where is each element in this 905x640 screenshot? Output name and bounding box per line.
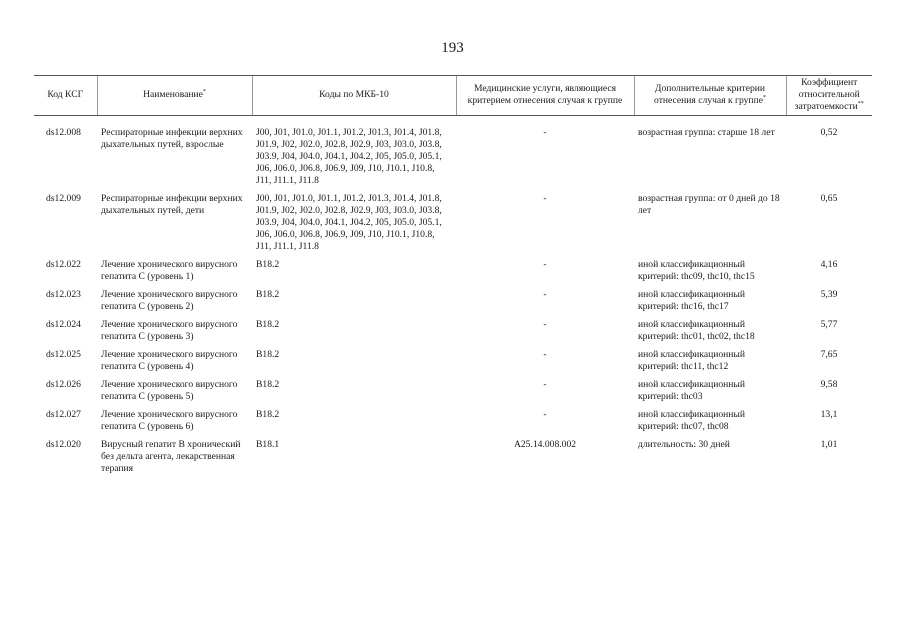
ksg-table: [34, 75, 872, 481]
cell-services: -: [543, 289, 547, 300]
cell-criteria: возрастная группа: старше 18 лет: [638, 127, 775, 138]
cell-code: ds12.023: [46, 289, 81, 300]
cell-services: -: [543, 193, 547, 204]
cell-services: -: [543, 259, 547, 270]
cell-name: Лечение хронического вирусного гепатита C (уровень 4): [101, 349, 238, 372]
cell-mkb: B18.2: [256, 319, 280, 330]
cell-coef: 4,16: [820, 259, 838, 270]
cell-coef: 0,52: [820, 127, 838, 138]
cell-name: Лечение хронического вирусного гепатита C (уровень 5): [101, 379, 238, 402]
cell-criteria: иной классификационный критерий: thc11, thc12: [638, 349, 745, 372]
cell-code: ds12.022: [46, 259, 81, 270]
cell-code: ds12.024: [46, 319, 81, 330]
header-services: Медицинские услуги, являющиеся критерием отнесения случая к группе: [456, 76, 634, 116]
header-coef: Коэффициент относительной затратоемкости**: [786, 76, 872, 116]
cell-services: -: [543, 379, 547, 390]
cell-name: Респираторные инфекции верхних дыхательных путей, взрослые: [101, 127, 243, 150]
cell-services: -: [543, 127, 547, 138]
table-row: [34, 116, 872, 194]
cell-mkb: J00, J01, J01.0, J01.1, J01.2, J01.3, J01.4, J01.8, J01.9, J02, J02.0, J02.8, J02.9, J03, J03.0, J03.8, J03.9, J04, J04.0, J04.1, J04.2, J05, J05.0, J05.1, J06, J06.0, J06.8, J06.9, J09, J10, J10.1, J10.8, J11, J11.1, J11.8: [256, 127, 442, 186]
cell-criteria: иной классификационный критерий: thc01, thc02, thc18: [638, 319, 755, 342]
cell-mkb: B18.2: [256, 259, 280, 270]
cell-mkb: B18.2: [256, 409, 280, 420]
cell-code: ds12.027: [46, 409, 81, 420]
table-row: [34, 349, 872, 379]
cell-name: Лечение хронического вирусного гепатита C (уровень 6): [101, 409, 238, 432]
cell-mkb: B18.1: [256, 439, 280, 450]
cell-criteria: иной классификационный критерий: thc16, thc17: [638, 289, 745, 312]
header-criteria-footnote: *: [762, 94, 766, 101]
cell-mkb: B18.2: [256, 379, 280, 390]
cell-coef: 13,1: [820, 409, 838, 420]
cell-code: ds12.008: [46, 127, 81, 138]
cell-code: ds12.026: [46, 379, 81, 390]
table-row: [34, 259, 872, 289]
table-row: [34, 409, 872, 439]
header-name: Наименование*: [97, 76, 252, 116]
cell-code: ds12.009: [46, 193, 81, 204]
cell-coef: 5,77: [820, 319, 838, 330]
table-row: [34, 289, 872, 319]
table-row: [34, 319, 872, 349]
cell-criteria: длительность: 30 дней: [638, 439, 730, 450]
table-row: [34, 379, 872, 409]
cell-mkb: J00, J01, J01.0, J01.1, J01.2, J01.3, J01.4, J01.8, J01.9, J02, J02.0, J02.8, J02.9, J03, J03.0, J03.8, J03.9, J04, J04.0, J04.1, J04.2, J05, J05.0, J05.1, J06, J06.0, J06.8, J06.9, J09, J10, J10.1, J10.8, J11, J11.1, J11.8: [256, 193, 442, 252]
cell-mkb: B18.2: [256, 289, 280, 300]
cell-name: Лечение хронического вирусного гепатита C (уровень 1): [101, 259, 238, 282]
header-mkb: Коды по МКБ-10: [252, 76, 456, 116]
cell-code: ds12.025: [46, 349, 81, 360]
header-name-footnote: *: [202, 88, 206, 95]
cell-name: Лечение хронического вирусного гепатита C (уровень 2): [101, 289, 238, 312]
header-coef-footnote: **: [857, 100, 864, 107]
header-code: Код КСГ: [34, 76, 97, 116]
cell-services: A25.14.008.002: [513, 439, 577, 450]
cell-coef: 0,65: [820, 193, 838, 204]
cell-services: -: [543, 319, 547, 330]
header-criteria: Дополнительные критерии отнесения случая к группе*: [634, 76, 786, 116]
cell-coef: 1,01: [820, 439, 838, 450]
cell-code: ds12.020: [46, 439, 81, 450]
cell-name: Лечение хронического вирусного гепатита C (уровень 3): [101, 319, 238, 342]
cell-coef: 5,39: [820, 289, 838, 300]
cell-coef: 9,58: [820, 379, 838, 390]
cell-name: Респираторные инфекции верхних дыхательных путей, дети: [101, 193, 243, 216]
cell-services: -: [543, 349, 547, 360]
cell-criteria: иной классификационный критерий: thc07, thc08: [638, 409, 745, 432]
cell-criteria: возрастная группа: от 0 дней до 18 лет: [638, 193, 780, 216]
cell-criteria: иной классификационный критерий: thc09, thc10, thc15: [638, 259, 755, 282]
table-row: [34, 193, 872, 259]
table-header-row: [34, 76, 872, 116]
table-row: [34, 439, 872, 481]
cell-services: -: [543, 409, 547, 420]
cell-coef: 7,65: [820, 349, 838, 360]
cell-mkb: B18.2: [256, 349, 280, 360]
page-number: 193: [441, 40, 464, 56]
cell-criteria: иной классификационный критерий: thc03: [638, 379, 745, 402]
cell-name: Вирусный гепатит B хронический без дельта агента, лекарственная терапия: [101, 439, 241, 474]
